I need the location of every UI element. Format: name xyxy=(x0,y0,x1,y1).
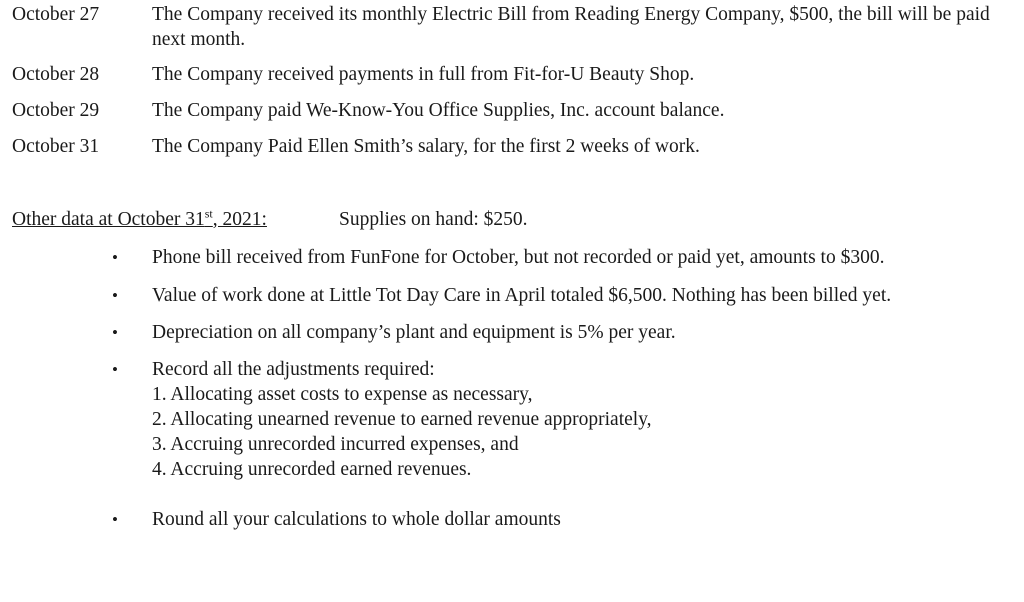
bullet-icon: • xyxy=(112,323,118,342)
list-item-text: Depreciation on all company’s plant and equipment is 5% per year. xyxy=(152,322,676,343)
supplies-on-hand: Supplies on hand: $250. xyxy=(339,209,528,230)
bullet-icon: • xyxy=(112,248,118,267)
other-data-heading xyxy=(12,206,267,230)
transaction-description: The Company Paid Ellen Smith’s salary, for the first 2 weeks of work. xyxy=(152,136,700,157)
transaction-date: October 28 xyxy=(12,64,100,85)
heading-superscript: st xyxy=(204,206,213,221)
transaction-description: The Company received its monthly Electric Bill from Reading Energy Company, $500, the bill will be paid next month. xyxy=(152,4,990,50)
list-item-text: Record all the adjustments required: xyxy=(152,359,435,380)
bullet-icon: • xyxy=(112,360,118,379)
heading-prefix: Other data at October 31 xyxy=(12,209,205,230)
transaction-description: The Company paid We-Know-You Office Supplies, Inc. account balance. xyxy=(152,100,725,121)
transaction-date: October 27 xyxy=(12,4,100,25)
bullet-icon: • xyxy=(112,286,118,305)
transaction-date: October 29 xyxy=(12,100,100,121)
adjustments-sublist xyxy=(152,382,992,482)
sublist-item: 3. Accruing unrecorded incurred expenses, and xyxy=(152,434,519,455)
list-item-text: Value of work done at Little Tot Day Care in April totaled $6,500. Nothing has been billed yet. xyxy=(152,285,892,306)
other-data-section xyxy=(12,206,528,232)
list-item-text: Round all your calculations to whole dollar amounts xyxy=(152,509,561,530)
sublist-item: 2. Allocating unearned revenue to earned revenue appropriately, xyxy=(152,409,652,430)
heading-suffix: , 2021: xyxy=(212,209,267,230)
sublist-item: 1. Allocating asset costs to expense as necessary, xyxy=(152,384,533,405)
transaction-date: October 31 xyxy=(12,136,100,157)
sublist-item: 4. Accruing unrecorded earned revenues. xyxy=(152,459,472,480)
list-item-content xyxy=(152,357,992,482)
bullet-icon: • xyxy=(112,510,118,529)
transaction-description: The Company received payments in full from Fit-for-U Beauty Shop. xyxy=(152,64,695,85)
list-item-text: Phone bill received from FunFone for October, but not recorded or paid yet, amounts to $300. xyxy=(152,247,885,268)
